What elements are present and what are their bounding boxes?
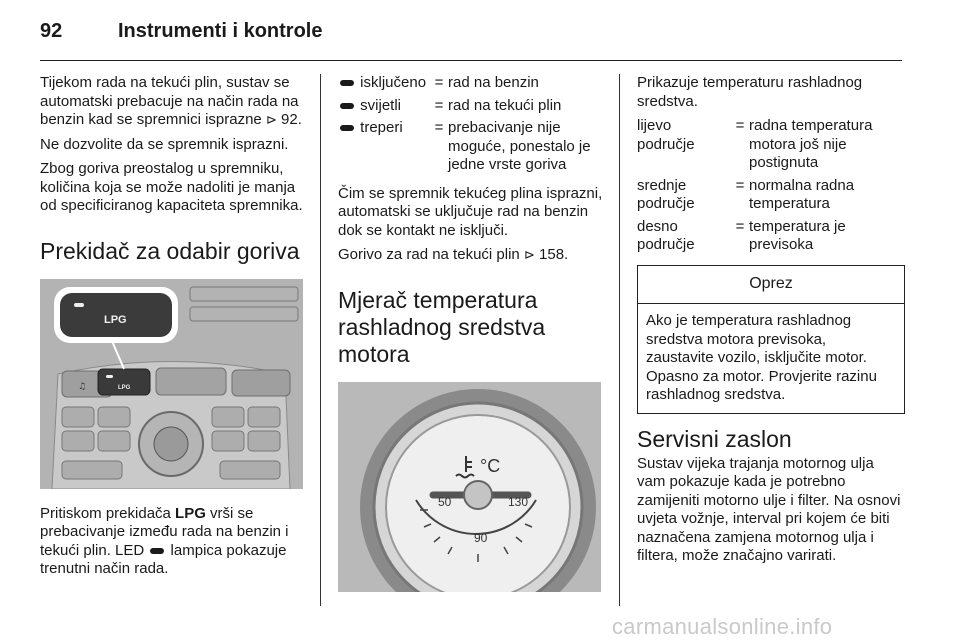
paragraph-capacity: Zbog goriva preostalog u spremniku, količina koja se može nadoliti je manja od specificiranog kapaciteta spremnika. [40,160,303,214]
page-reference-link[interactable]: 158. [539,246,569,263]
table-row: treperi = prebacivanje nije moguće, ponestalo je jedne vrste goriva [338,119,606,175]
fuel-selector-figure [40,279,303,489]
table-row: lijevo područje = radna temperatura motora još nije postignuta [637,117,873,171]
led-indicator-icon [340,125,354,131]
page-title: Instrumenti i kontrole [118,20,323,42]
paragraph-lpg-switchover: Tijekom rada na tekući plin, sustav se automatski prebacuje na način rada na benzin kad se spremnici isprazne ⊳ 92. [40,74,302,128]
paragraph-gauge-intro: Prikazuje temperaturu rashladnog sredstva. [637,74,863,110]
gauge-label-50: 50 [438,494,452,509]
page-reference-arrow-icon: ⊳ [523,247,535,262]
column-divider-2 [619,74,620,606]
led-indicator-icon [340,103,354,109]
page-number: 92 [40,20,63,42]
led-indicator-icon [340,80,354,86]
svg-text:♫: ♫ [78,381,87,392]
caution-title: Oprez [638,266,904,305]
gauge-label-90: 90 [474,530,488,545]
table-row: desno područje = temperatura je previsoka [637,217,846,253]
lpg-small-label: LPG [118,384,131,391]
table-row: svijetli = rad na tekući plin [338,97,606,120]
paragraph-lpg-button: Pritiskom prekidača LPG vrši se prebacivanje između rada na benzin i tekući plin. LED lampica pokazuje trenutni način rada. [40,504,289,577]
coolant-gauge-figure [338,382,601,592]
paragraph-lpg-empty: Čim se spremnik tekućeg plina isprazni, automatski se uključuje rad na benzin dok se kontakt ne isključi. [338,184,603,239]
caution-body: Ako je temperatura rashladnog sredstva motora previsoka, zaustavite vozilo, isključite motor. Opasno za motor. Provjerite razinu rashladnog sredstva. [646,312,877,403]
caution-box [637,265,905,414]
column-2 [338,74,606,608]
page-header [40,14,902,61]
lpg-zoom-label: LPG [104,313,127,326]
gauge-unit: °C [480,455,501,476]
gauge-label-130: 130 [508,494,529,509]
led-status-table [338,74,606,175]
section-heading-fuel-selector: Prekidač za odabir goriva [40,237,300,264]
paragraph-service-display: Sustav vijeka trajanja motornog ulja vam pokazuje kada je potrebno zamijeniti motorno ulje i filter. Na osnovi uvjeta vožnje, interval pri kojem će biti naznačena zamjena motornog ulja i filtera, može značajno varirati. [637,454,901,564]
column-3 [637,74,905,572]
led-indicator-icon [150,548,164,554]
lpg-key-label: LPG [175,504,206,522]
column-1 [40,74,308,585]
section-heading-service-display: Servisni zaslon [637,425,792,452]
page-reference-arrow-icon: ⊳ [265,112,277,127]
watermark: carmanualsonline.info [612,614,833,639]
table-row: isključeno = rad na benzin [338,74,606,97]
temperature-zone-table [637,117,905,255]
table-row: srednje područje = normalna radna temperatura [637,176,855,212]
page-reference-link[interactable]: 92. [281,111,302,128]
paragraph-lpg-ref: Gorivo za rad na tekući plin ⊳ 158. [338,246,569,263]
column-divider-1 [320,74,321,606]
section-heading-coolant-gauge: Mjerač temperatura rashladnog sredstva motora [338,286,546,367]
paragraph-warning-empty: Ne dozvolite da se spremnik isprazni. [40,135,289,153]
